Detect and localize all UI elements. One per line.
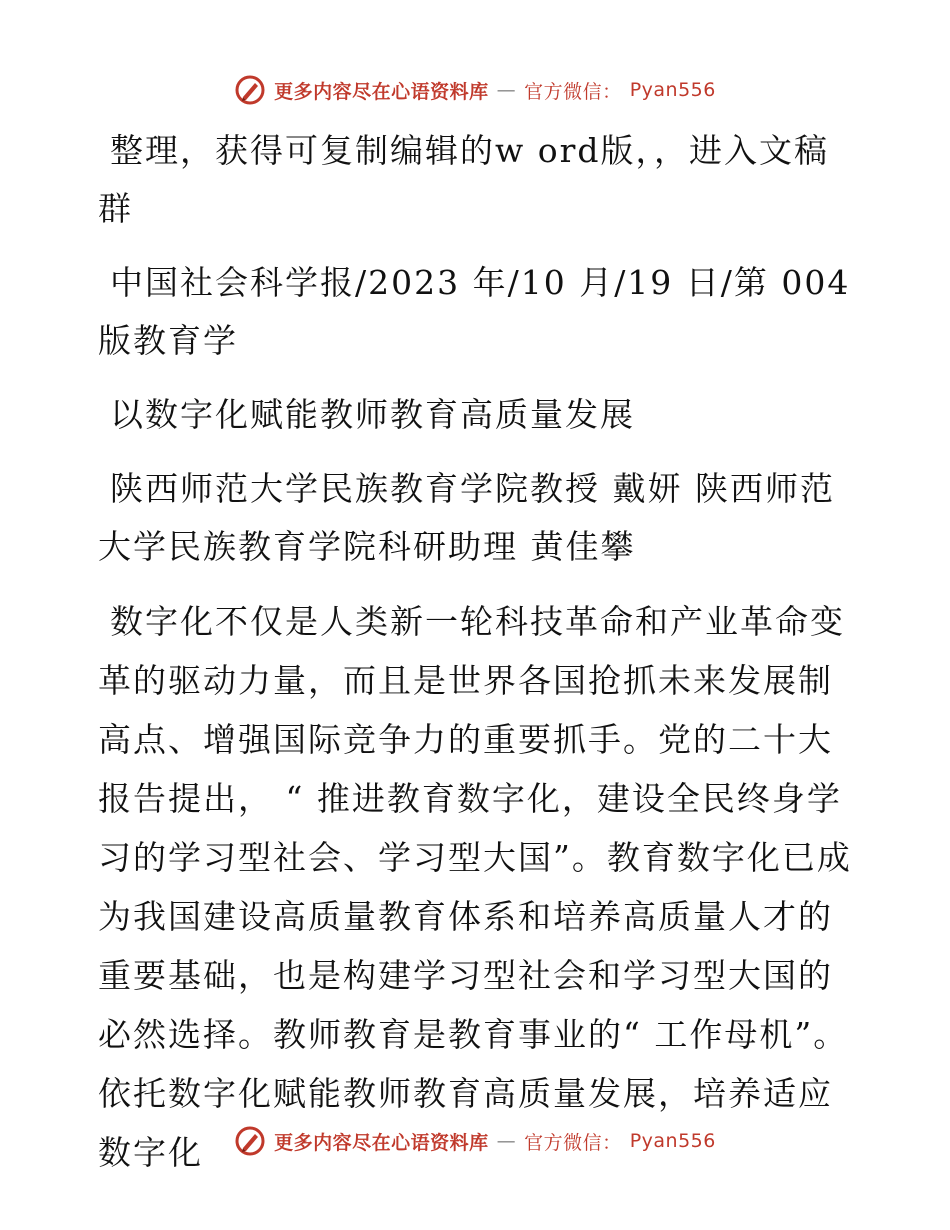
watermark-main-text: 更多内容尽在心语资料库: [274, 1131, 489, 1154]
watermark-account-label: 官方微信：: [524, 1131, 622, 1154]
watermark-separator: —: [496, 79, 517, 101]
watermark-account-id: Pyan556: [629, 79, 716, 101]
intro-paragraph: 整理，获得可复制编辑的w ord版，，进入文稿群: [98, 131, 830, 228]
pen-circle-logo-icon: [234, 1125, 266, 1157]
author-line: 陕西师范大学民族教育学院教授 戴妍 陕西师范大学民族教育学院科研助理 黄佳攀: [98, 469, 835, 566]
watermark-footer: [0, 1125, 950, 1157]
watermark-main-text: 更多内容尽在心语资料库: [274, 80, 489, 103]
pen-circle-logo-icon: [234, 74, 266, 106]
source-line: 中国社会科学报/2023 年/10 月/19 日/第 004 版教育学: [98, 263, 851, 360]
watermark-header: [0, 74, 950, 106]
body-paragraph: 数字化不仅是人类新一轮科技革命和产业革命变革的驱动力量，而且是世界各国抢抓未来发展制高点、增强国际竞争力的重要抓手。党的二十大报告提出， “ 推进教育数字化，建设全民终身学习的学习型社会、学习型大国”。教育数字化已成为我国建设高质量教育体系和培养高质量人才的重要基础，也是构建学习型社会和学习型大国的必然选择。教师教育是教育事业的“ 工作母机”。依托数字化赋能教师教育高质量发展，培养适应数字化: [98, 602, 852, 1172]
watermark-account-id: Pyan556: [629, 1130, 716, 1152]
document-content: [98, 122, 858, 1198]
watermark-account-label: 官方微信：: [524, 80, 622, 103]
watermark-separator: —: [496, 1130, 517, 1152]
article-title: 以数字化赋能教师教育高质量发展: [110, 395, 635, 434]
